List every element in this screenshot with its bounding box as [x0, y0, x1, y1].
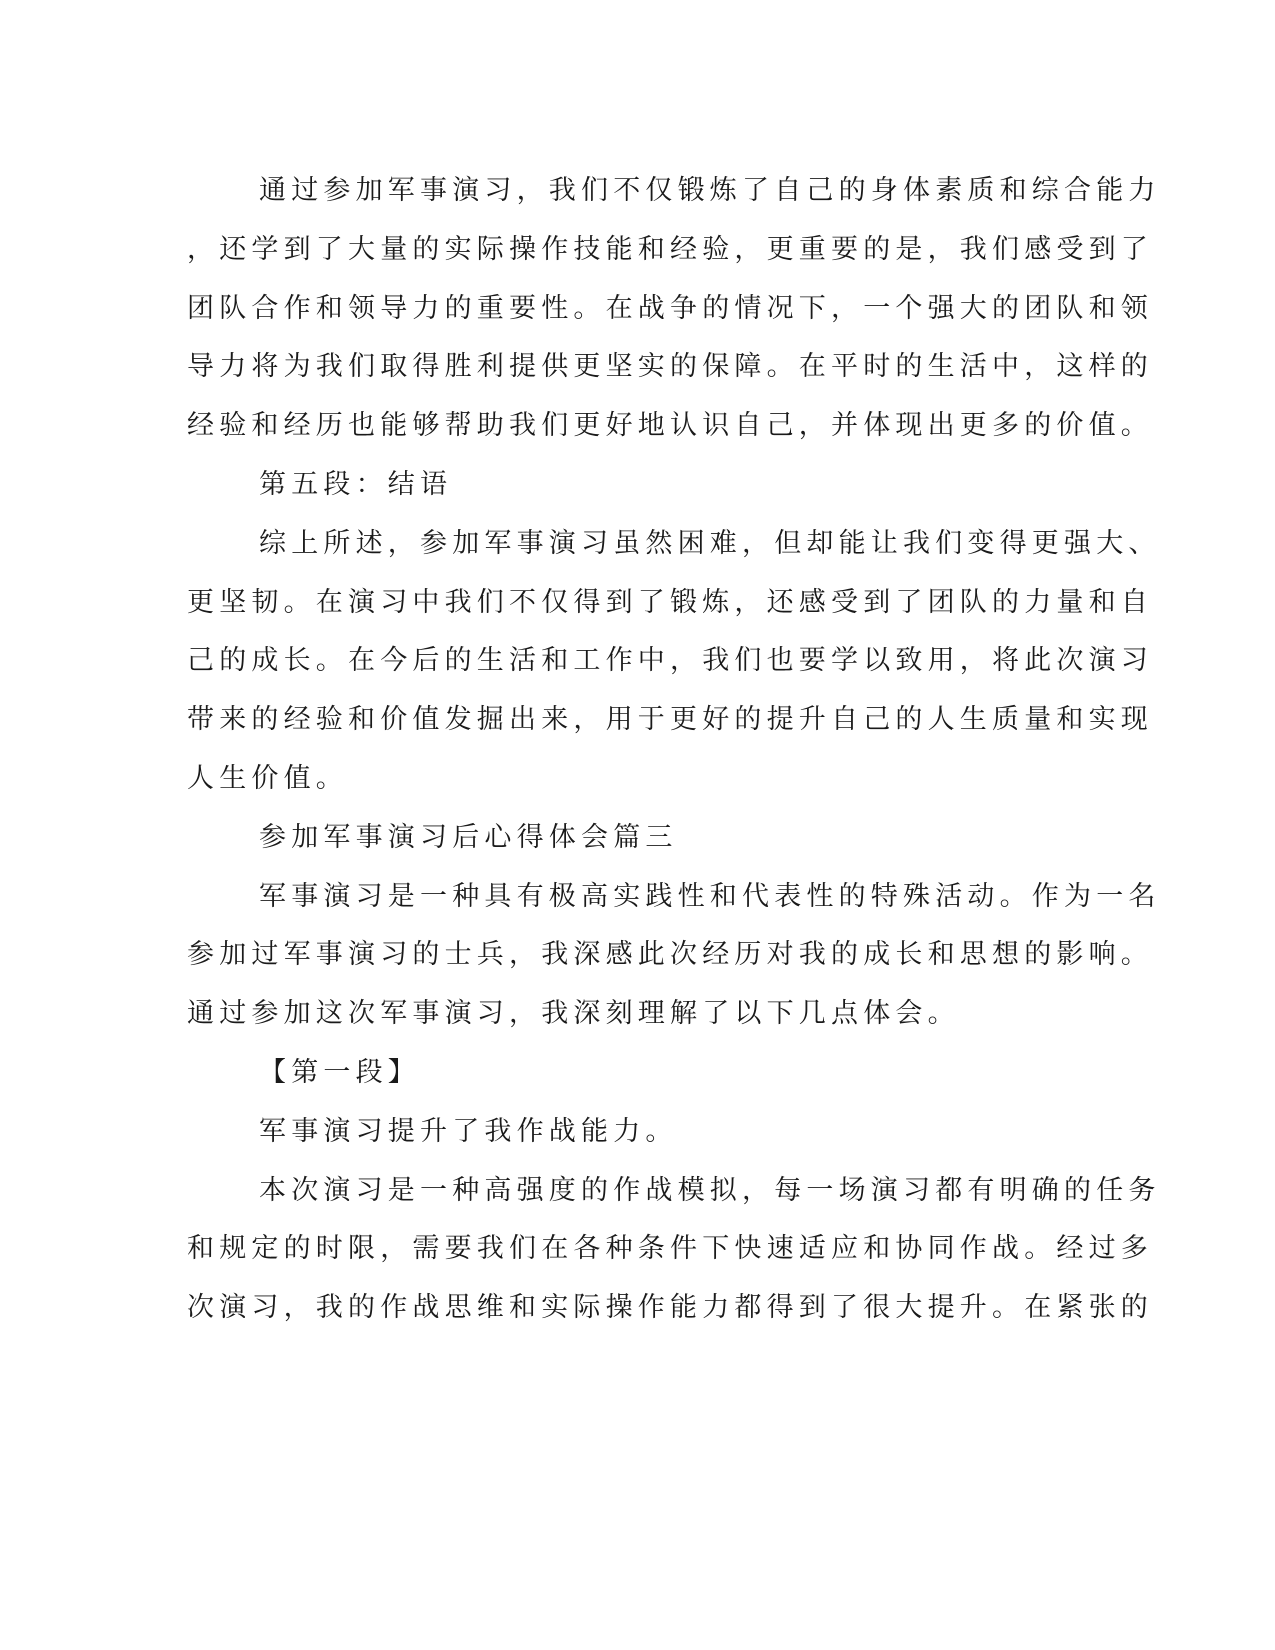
paragraph-line: 次演习，我的作战思维和实际操作能力都得到了很大提升。在紧张的: [187, 1292, 1153, 1324]
paragraph-line: 和规定的时限，需要我们在各种条件下快速适应和协同作战。经过多: [187, 1233, 1153, 1265]
paragraph-line: 通过参加这次军事演习，我深刻理解了以下几点体会。: [187, 998, 960, 1030]
paragraph-line: 参加过军事演习的士兵，我深感此次经历对我的成长和思想的影响。: [187, 939, 1153, 971]
paragraph-line: 军事演习是一种具有极高实践性和代表性的特殊活动。作为一名: [259, 880, 1161, 912]
section-heading: 第五段：结语: [259, 468, 453, 500]
paragraph-line: 本次演习是一种高强度的作战模拟，每一场演习都有明确的任务: [259, 1174, 1161, 1206]
section-subtitle: 军事演习提升了我作战能力。: [259, 1115, 678, 1147]
paragraph-line: 更坚韧。在演习中我们不仅得到了锻炼，还感受到了团队的力量和自: [187, 586, 1153, 618]
article-title: 参加军事演习后心得体会篇三: [259, 821, 678, 853]
paragraph-line: 团队合作和领导力的重要性。在战争的情况下，一个强大的团队和领: [187, 292, 1153, 324]
paragraph-line: 己的成长。在今后的生活和工作中，我们也要学以致用，将此次演习: [187, 645, 1153, 677]
paragraph-line: 综上所述，参加军事演习虽然困难，但却能让我们变得更强大、: [259, 527, 1161, 559]
paragraph-line: 带来的经验和价值发掘出来，用于更好的提升自己的人生质量和实现: [187, 704, 1153, 736]
paragraph-line: ，还学到了大量的实际操作技能和经验，更重要的是，我们感受到了: [187, 233, 1153, 265]
paragraph-line: 导力将为我们取得胜利提供更坚实的保障。在平时的生活中，这样的: [187, 351, 1153, 383]
paragraph-line: 人生价值。: [187, 762, 348, 794]
paragraph-line: 经验和经历也能够帮助我们更好地认识自己，并体现出更多的价值。: [187, 410, 1153, 442]
document-body: [187, 162, 1161, 1338]
section-heading: 【第一段】: [259, 1056, 420, 1088]
paragraph-line: 通过参加军事演习，我们不仅锻炼了自己的身体素质和综合能力: [259, 175, 1161, 206]
